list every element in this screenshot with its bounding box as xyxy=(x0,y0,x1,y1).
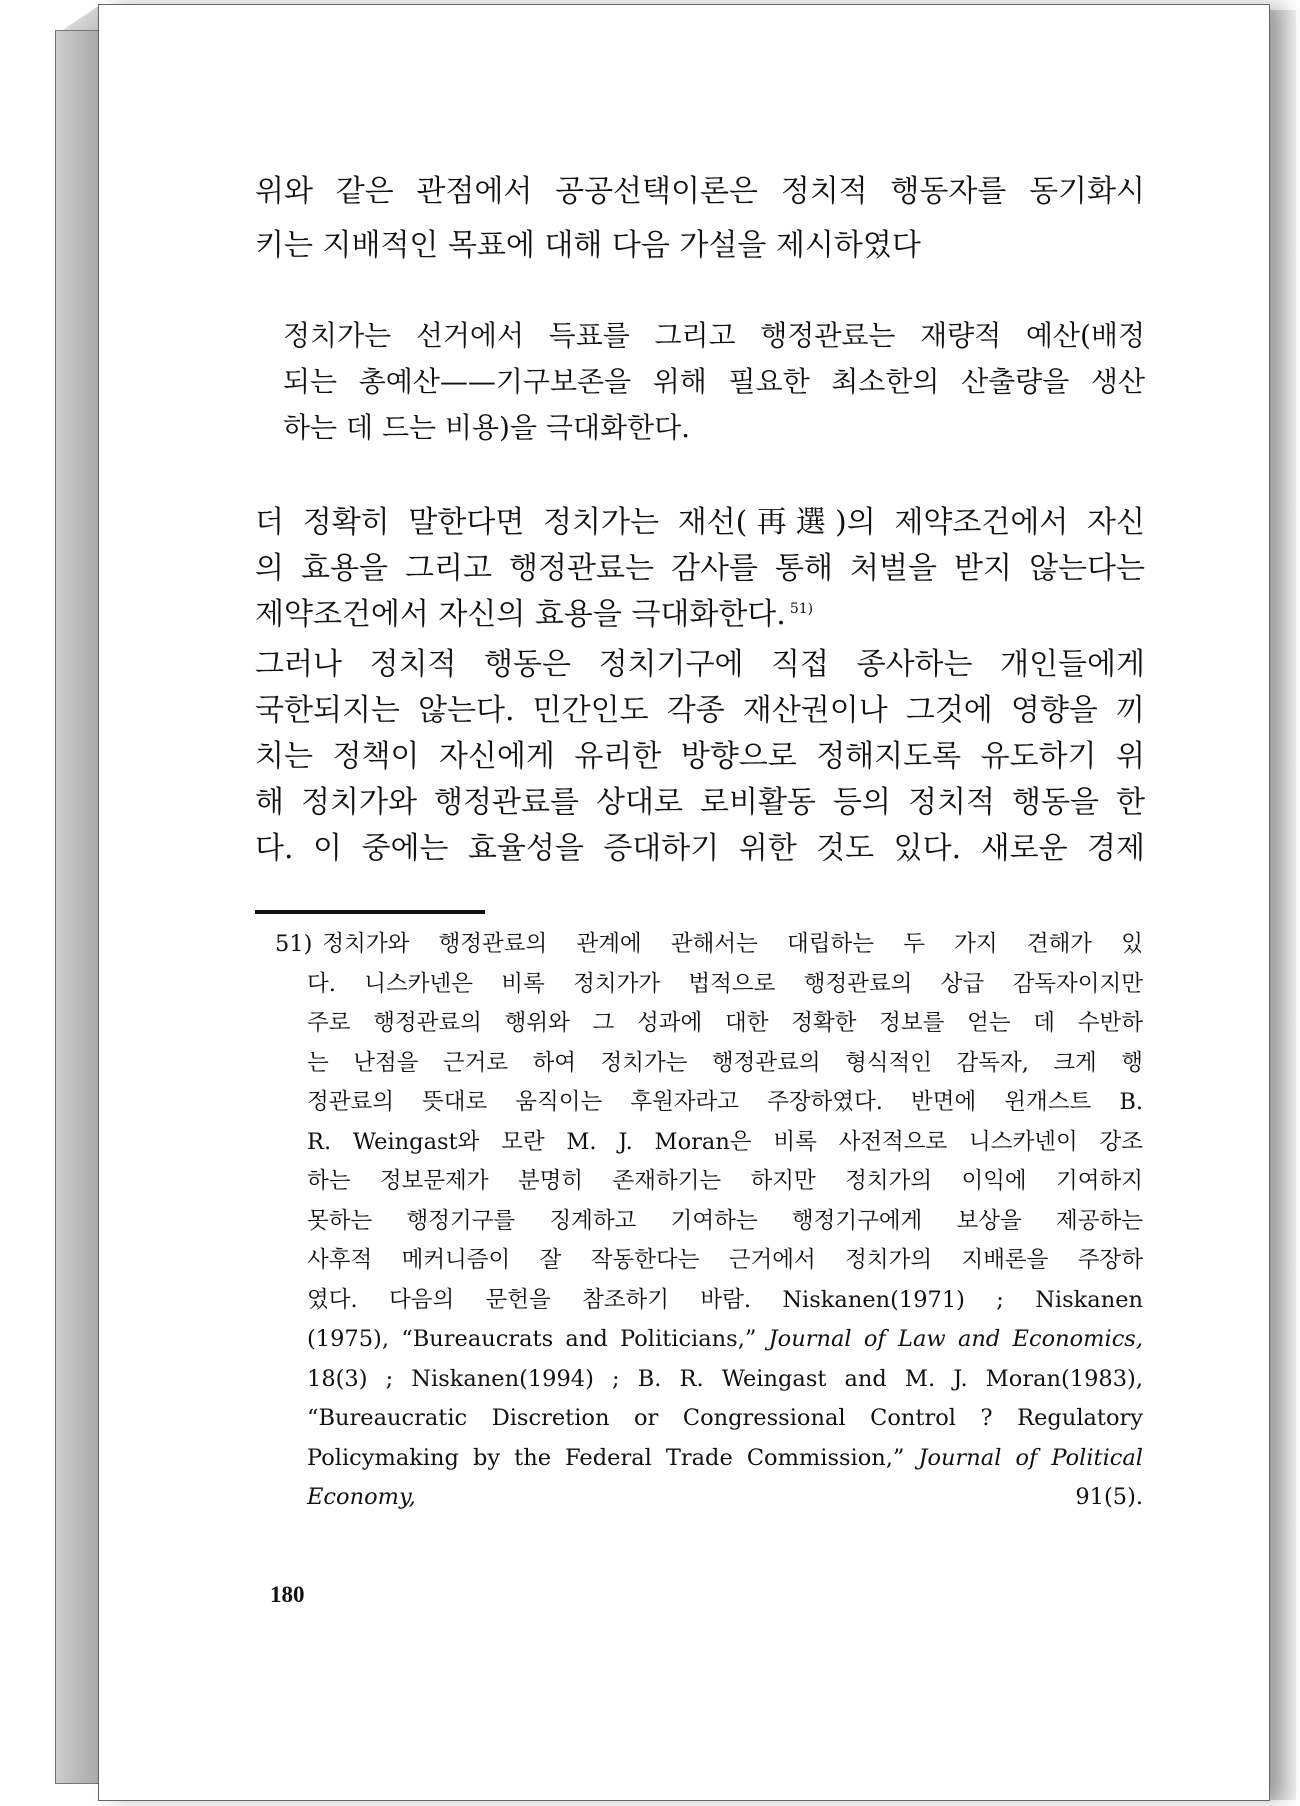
footnote-line: 정관료의 뜻대로 움직이는 후원자라고 주장하였다. 반면에 윈개스트 B. xyxy=(307,1089,1143,1115)
footnote-line: 못하는 행정기구를 징계하고 기여하는 행정기구에게 보상을 제공하는 xyxy=(307,1207,1143,1234)
footnote-line xyxy=(275,1439,1143,1479)
footnote-number: 51) xyxy=(275,931,313,957)
text-line: 더 정확히 말한다면 정치가는 재선(再選)의 제약조건에서 자신 xyxy=(255,505,1145,540)
journal-title: Economy, xyxy=(307,1484,416,1510)
journal-title: Journal of Law and Economics, xyxy=(768,1326,1144,1352)
footnote-rule xyxy=(255,910,485,914)
text-line: 다. 이 중에는 효율성을 증대하기 위한 것도 있다. 새로운 경제 xyxy=(255,831,1145,866)
paragraph-2 xyxy=(255,500,1145,872)
citation-text: (1975), “Bureaucrats and Politicians,” xyxy=(307,1326,769,1352)
book-page xyxy=(98,4,1270,1801)
text-line: 키는 지배적인 목표에 대해 다음 가설을 제시하였다 xyxy=(255,228,921,263)
footnote-line xyxy=(275,925,1143,965)
text-line: 해 정치가와 행정관료를 상대로 로비활동 등의 정치적 행동을 한 xyxy=(255,785,1145,820)
page-edge-shadow xyxy=(1268,10,1296,1800)
text-line: 정치가는 선거에서 득표를 그리고 행정관료는 재량적 예산(배정 xyxy=(283,319,1145,352)
text-line: 그러나 정치적 행동은 정치기구에 직접 종사하는 개인들에게 xyxy=(255,647,1145,682)
text-line xyxy=(255,592,1145,638)
paragraph-1 xyxy=(255,165,1145,273)
book-spine xyxy=(55,30,102,1784)
footnote xyxy=(275,925,1143,1518)
citation-text: Policymaking by the Federal Trade Commission,” xyxy=(307,1444,919,1471)
text-line: 의 효용을 그리고 행정관료는 감사를 통해 처벌을 받지 않는다는 xyxy=(255,551,1145,586)
footnote-line: R. Weingast와 모란 M. J. Moran은 비록 사전적으로 니스카넨이 강조 xyxy=(307,1128,1143,1155)
journal-title: Journal of Political xyxy=(918,1444,1143,1471)
footnote-line: 18(3) ; Niskanen(1994) ; B. R. Weingast and M. J. Moran(1983), xyxy=(307,1365,1143,1392)
block-quote xyxy=(283,313,1145,451)
footnote-line: 하는 정보문제가 분명히 존재하기는 하지만 정치가의 이익에 기여하지 xyxy=(307,1168,1143,1194)
footnote-line: 사후적 메커니즘이 잘 작동한다는 근거에서 정치가의 지배론을 주장하 xyxy=(307,1247,1143,1273)
footnote-line: 였다. 다음의 문헌을 참조하기 바람. Niskanen(1971) ; Niskanen xyxy=(307,1286,1143,1313)
text-line: 치는 정책이 자신에게 유리한 방향으로 정해지도록 유도하기 위 xyxy=(255,739,1145,774)
footnote-line: 다. 니스카넨은 비록 정치가가 법적으로 행정관료의 상급 감독자이지만 xyxy=(307,970,1143,997)
footnote-line xyxy=(275,1320,1143,1360)
footnote-line: 는 난점을 근거로 하여 정치가는 행정관료의 형식적인 감독자, 크게 행 xyxy=(307,1049,1143,1076)
footnote-line xyxy=(275,1478,1143,1518)
citation-text: 91(5). xyxy=(415,1484,1143,1510)
text-line-content: 제약조건에서 자신의 효용을 극대화한다. xyxy=(255,597,786,632)
text-line: 하는 데 드는 비용)을 극대화한다. xyxy=(283,411,691,444)
text-line: 위와 같은 관점에서 공공선택이론은 정치적 행동자를 동기화시 xyxy=(255,174,1145,209)
footnote-line: “Bureaucratic Discretion or Congressional Control ? Regulatory xyxy=(307,1405,1143,1431)
text-line: 되는 총예산——기구보존을 위해 필요한 최소한의 산출량을 생산 xyxy=(283,365,1145,398)
text-line: 국한되지는 않는다. 민간인도 각종 재산권이나 그것에 영향을 끼 xyxy=(255,693,1145,728)
footnote-line: 주로 행정관료의 행위와 그 성과에 대한 정확한 정보를 얻는 데 수반하 xyxy=(307,1010,1143,1036)
footnote-reference[interactable]: 51) xyxy=(789,601,814,617)
footnote-line-text: 정치가와 행정관료의 관계에 관해서는 대립하는 두 가지 견해가 있 xyxy=(322,931,1143,957)
page-number: 180 xyxy=(270,1582,305,1607)
